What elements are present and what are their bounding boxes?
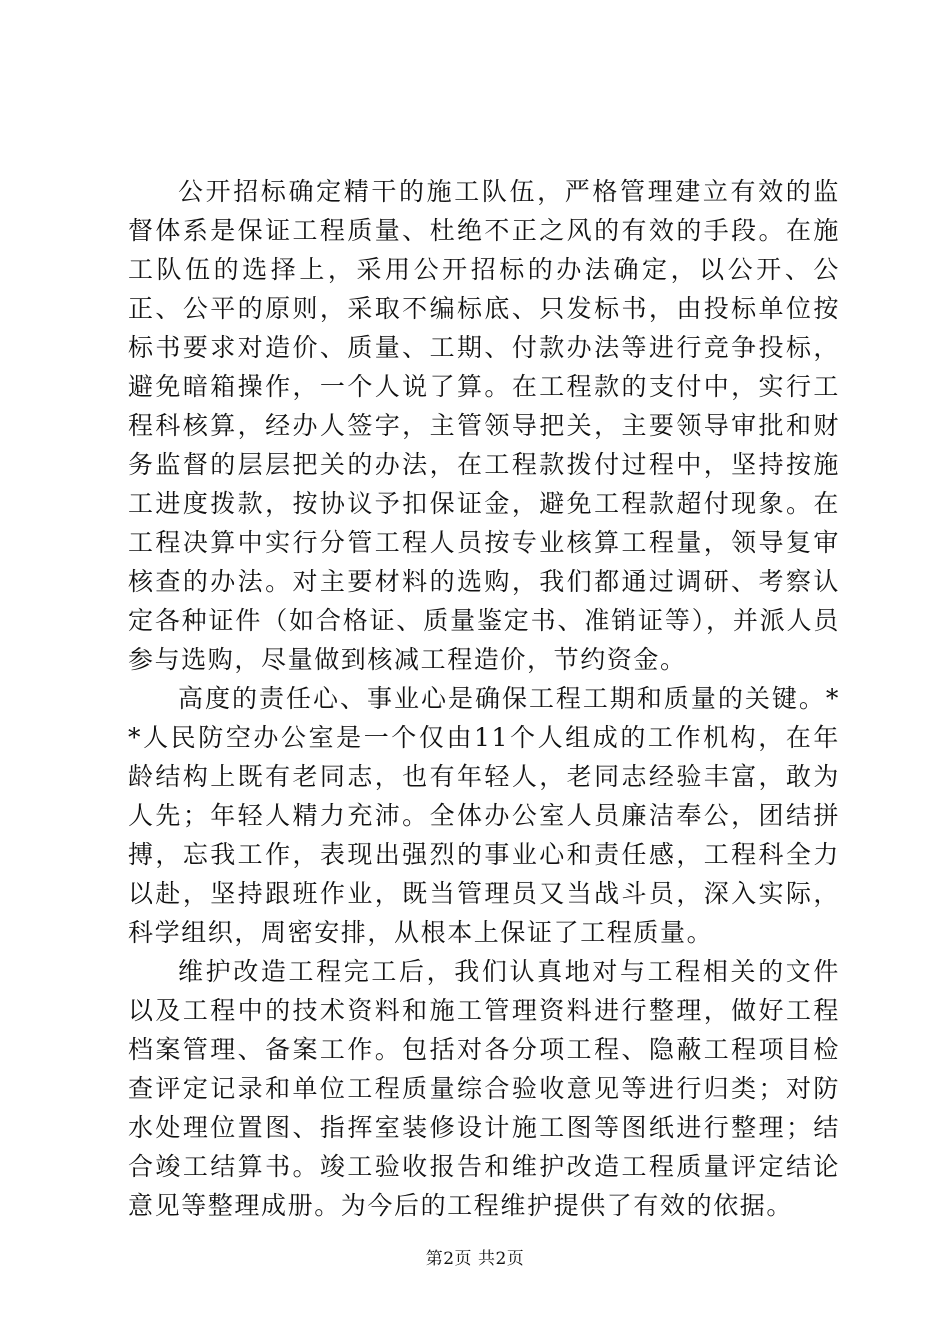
paragraph-bidding: 公开招标确定精干的施工队伍，严格管理建立有效的监督体系是保证工程质量、杜绝不正之风的有效的手段。在施工队伍的选择上，采用公开招标的办法确定，以公开、公正、公平的原则，采取不编标底、只发标书，由投标单位按标书要求对造价、质量、工期、付款办法等进行竞争投标，避免暗箱操作，一个人说了算。在工程款的支付中，实行工程科核算，经办人签字，主管领导把关，主要领导审批和财务监督的层层把关的办法，在工程款拨付过程中，坚持按施工进度拨款，按协议予扣保证金，避免工程款超付现象。在工程决算中实行分管工程人员按专业核算工程量，领导复审核查的办法。对主要材料的选购，我们都通过调研、考察认定各种证件（如合格证、质量鉴定书、准销证等），并派人员参与选购，尽量做到核减工程造价，节约资金。	[128, 177, 840, 674]
page-footer: 第2页 共2页	[425, 1249, 525, 1269]
paragraph-responsibility: 高度的责任心、事业心是确保工程工期和质量的关键。**人民防空办公室是一个仅由11个人组成的工作机构，在年龄结构上既有老同志，也有年轻人，老同志经验丰富，敢为人先；年轻人精力充沛。全体办公室人员廉洁奉公，团结拼搏，忘我工作，表现出强烈的事业心和责任感，工程科全力以赴，坚持跟班作业，既当管理员又当战斗员，深入实际，科学组织，周密安排，从根本上保证了工程质量。	[128, 684, 840, 947]
paragraph-archiving: 维护改造工程完工后，我们认真地对与工程相关的文件以及工程中的技术资料和施工管理资料进行整理，做好工程档案管理、备案工作。包括对各分项工程、隐蔽工程项目检查评定记录和单位工程质量综合验收意见等进行归类；对防水处理位置图、指挥室装修设计施工图等图纸进行整理；结合竣工结算书。竣工验收报告和维护改造工程质量评定结论意见等整理成册。为今后的工程维护提供了有效的依据。	[128, 957, 840, 1220]
document-body	[128, 172, 840, 1225]
